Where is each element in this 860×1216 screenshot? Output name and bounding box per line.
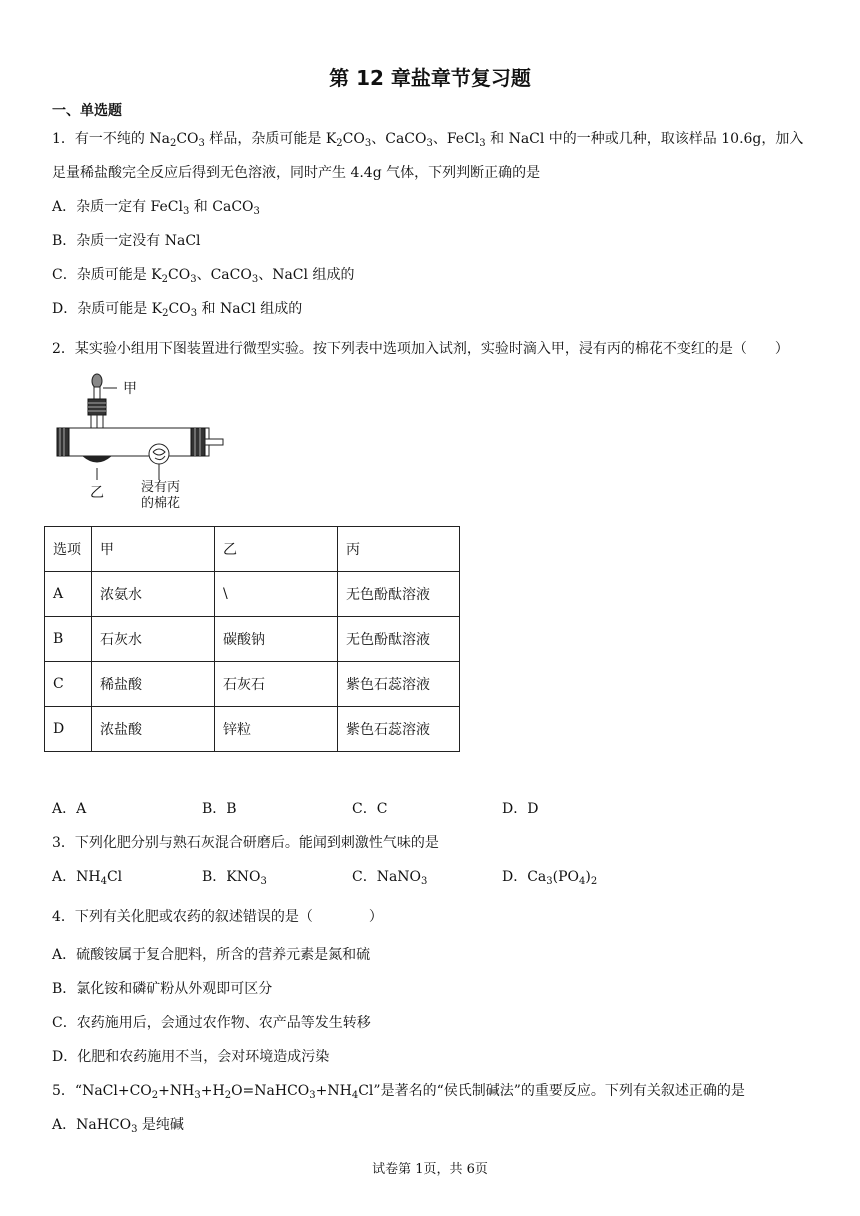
table-cell: 石灰石 [215, 662, 338, 707]
table-cell: D [45, 707, 92, 752]
table-header-cell: 甲 [92, 527, 215, 572]
q1-option-c: C．杂质可能是 $K_2CO_3$、CaCO$_3$、NaCl 组成的 [52, 267, 355, 285]
q3-option-a: A．$NH_4Cl$ [52, 869, 123, 887]
q5-option-a: A．NaHCO$_3$ 是纯碱 [52, 1117, 184, 1135]
table-cell: 碳酸钠 [215, 617, 338, 662]
table-row [45, 617, 460, 662]
q3-option-b: B．$KNO_3$ [202, 869, 267, 887]
q3-option-c: C．NaNO$_3$ [352, 869, 428, 887]
q1-option-d: D．杂质可能是 $K_2CO_3$ 和 NaCl 组成的 [52, 301, 303, 319]
table-header-cell: 丙 [338, 527, 460, 572]
table-cell: 无色酚酞溶液 [338, 617, 460, 662]
table-cell: 石灰水 [92, 617, 215, 662]
q4-option-a: A．硫酸铵属于复合肥料，所含的营养元素是氮和硫 [52, 947, 371, 963]
q4-option-b: B．氯化铵和磷矿粉从外观即可区分 [52, 981, 273, 997]
table-header-cell: 乙 [215, 527, 338, 572]
page-title: 第 12 章盐章节复习题 [329, 66, 531, 90]
q1-stem-line2: 足量稀盐酸完全反应后得到无色溶液，同时产生 4.4g 气体，下列判断正确的是 [52, 165, 541, 181]
q4-option-d: D．化肥和农药施用不当，会对环境造成污染 [52, 1049, 330, 1065]
table-cell: A [45, 572, 92, 617]
q3-stem: 3．下列化肥分别与熟石灰混合研磨后。能闻到刺激性气味的是 [52, 835, 439, 851]
page-footer: 试卷第 1页，共 6页 [372, 1162, 488, 1177]
q1-stem-line1: 1．有一不纯的 $Na_2CO_3$ 样品，杂质可能是 $K_2CO_3$、CaCO$_3$、FeCl$_3$ 和 NaCl 中的一种或几种，取该样品 10.6g，加入 [52, 131, 804, 149]
table-cell: \ [215, 572, 338, 617]
apparatus-diagram [55, 372, 235, 520]
q1-option-b: B．杂质一定没有 NaCl [52, 233, 201, 249]
label-yi: 乙 [90, 485, 104, 501]
q2-option-c: C．C [352, 801, 388, 817]
q5-stem: 5．“$NaCl+CO_2+NH_3+H_2O=NaHCO_3+NH_4Cl$”是著名的“侯氏制碱法”的重要反应。下列有关叙述正确的是 [52, 1083, 745, 1101]
reagent-table [44, 526, 460, 752]
table-cell: 紫色石蕊溶液 [338, 662, 460, 707]
q4-stem: 4．下列有关化肥或农药的叙述错误的是（ ） [52, 909, 383, 925]
q2-option-d: D．D [502, 801, 539, 817]
table-header-cell: 选项 [45, 527, 92, 572]
section-heading: 一、单选题 [52, 103, 122, 119]
q4-option-c: C．农药施用后，会通过农作物、农产品等发生转移 [52, 1015, 371, 1031]
table-row [45, 662, 460, 707]
table-cell: 无色酚酞溶液 [338, 572, 460, 617]
table-cell: 锌粒 [215, 707, 338, 752]
q2-stem: 2．某实验小组用下图装置进行微型实验。按下列表中选项加入试剂，实验时滴入甲，浸有丙的棉花不变红的是（ ） [52, 341, 789, 357]
table-cell: 浓盐酸 [92, 707, 215, 752]
label-bing: 浸有丙 的棉花 [141, 480, 181, 511]
table-cell: 紫色石蕊溶液 [338, 707, 460, 752]
q3-option-d: D．$Ca_3(PO_4)_2$ [502, 869, 598, 887]
table-row [45, 707, 460, 752]
table-row [45, 572, 460, 617]
label-jia: 甲 [123, 381, 137, 397]
table-cell: B [45, 617, 92, 662]
q2-option-b: B．B [202, 801, 237, 817]
table-cell: 稀盐酸 [92, 662, 215, 707]
table-cell: C [45, 662, 92, 707]
q2-option-a: A．A [52, 801, 87, 817]
q1-option-a: A．杂质一定有 FeCl$_3$ 和 CaCO$_3$ [52, 199, 260, 217]
table-cell: 浓氨水 [92, 572, 215, 617]
table-header-row [45, 527, 460, 572]
